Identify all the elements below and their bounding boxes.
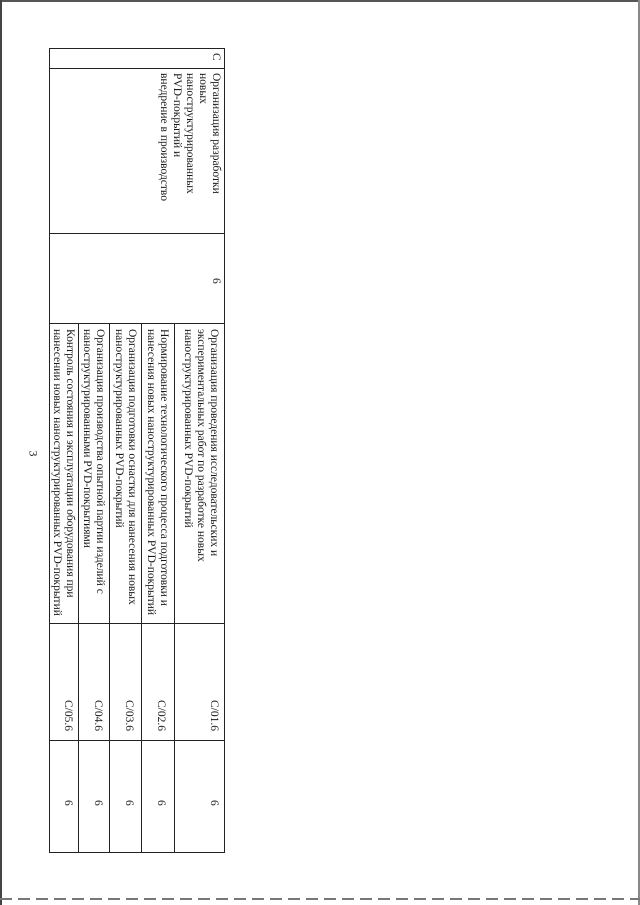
function-name bbox=[181, 329, 220, 562]
gf-name-line: Организация разработки bbox=[210, 73, 222, 194]
function-code: C/04.6 bbox=[92, 700, 104, 731]
functions-table-rotated bbox=[49, 48, 225, 853]
function-name-line: нанесения новых наноструктурированных PVD-покрытий bbox=[145, 329, 157, 616]
gf-name-line: внедрение в производство bbox=[158, 73, 170, 202]
function-level: 6 bbox=[208, 800, 220, 806]
col-divider-4 bbox=[49, 623, 225, 624]
col-divider-1 bbox=[49, 68, 225, 69]
gf-name-line: наноструктурированных bbox=[184, 73, 196, 194]
row-divider-1 bbox=[174, 323, 175, 853]
scan-edge-top bbox=[0, 0, 640, 2]
row-divider-3 bbox=[109, 323, 110, 853]
function-level: 6 bbox=[92, 800, 104, 806]
gf-name-line: PVD-покрытий и bbox=[171, 73, 183, 158]
function-name-line: Контроль состояния и эксплуатации оборудования при bbox=[64, 329, 76, 598]
function-name-line: наноструктурированных PVD-покрытий bbox=[113, 329, 125, 528]
function-level: 6 bbox=[62, 800, 74, 806]
function-name bbox=[80, 329, 106, 594]
function-name-line: Организация подготовки оснастки для нанесения новых bbox=[126, 329, 138, 605]
generalized-function-level: 6 bbox=[210, 278, 222, 284]
function-name-line: наноструктурированными PVD-покрытиями bbox=[81, 329, 93, 548]
function-name-line: наноструктурированных PVD-покрытий bbox=[182, 329, 194, 528]
function-level: 6 bbox=[155, 800, 167, 806]
function-name-line: Организация производства опытной партии изделий с bbox=[94, 329, 106, 594]
row-divider-4 bbox=[78, 323, 79, 853]
function-code: C/05.6 bbox=[62, 700, 74, 731]
table-border-right bbox=[49, 852, 225, 853]
scan-edge-left bbox=[0, 0, 2, 905]
generalized-function-code: C bbox=[210, 53, 222, 61]
gf-name-line: новых bbox=[197, 73, 209, 104]
function-name-line: Нормирование технологического процесса подготовки и bbox=[158, 329, 170, 606]
function-name-line: экспериментальных работ по разработке новых bbox=[195, 329, 207, 562]
function-level: 6 bbox=[123, 800, 135, 806]
generalized-function-name bbox=[157, 73, 222, 201]
function-name-line: Организация проведения исследовательских и bbox=[208, 329, 220, 557]
table-border-left bbox=[49, 48, 225, 49]
scan-edge-bottom bbox=[0, 898, 640, 900]
col-divider-5 bbox=[49, 740, 225, 741]
function-name-line: нанесении новых наноструктурированных PVD-покрытий bbox=[51, 329, 63, 616]
page-number: 3 bbox=[26, 450, 41, 457]
function-name bbox=[112, 329, 138, 605]
functions-table bbox=[49, 48, 225, 853]
col-divider-2 bbox=[49, 233, 225, 234]
row-divider-2 bbox=[141, 323, 142, 853]
function-code: C/01.6 bbox=[208, 700, 220, 731]
function-code: C/03.6 bbox=[123, 700, 135, 731]
function-name bbox=[50, 329, 76, 616]
table-border-top bbox=[224, 48, 225, 853]
function-code: C/02.6 bbox=[155, 700, 167, 731]
function-name bbox=[144, 329, 170, 615]
col-divider-3 bbox=[49, 323, 225, 324]
